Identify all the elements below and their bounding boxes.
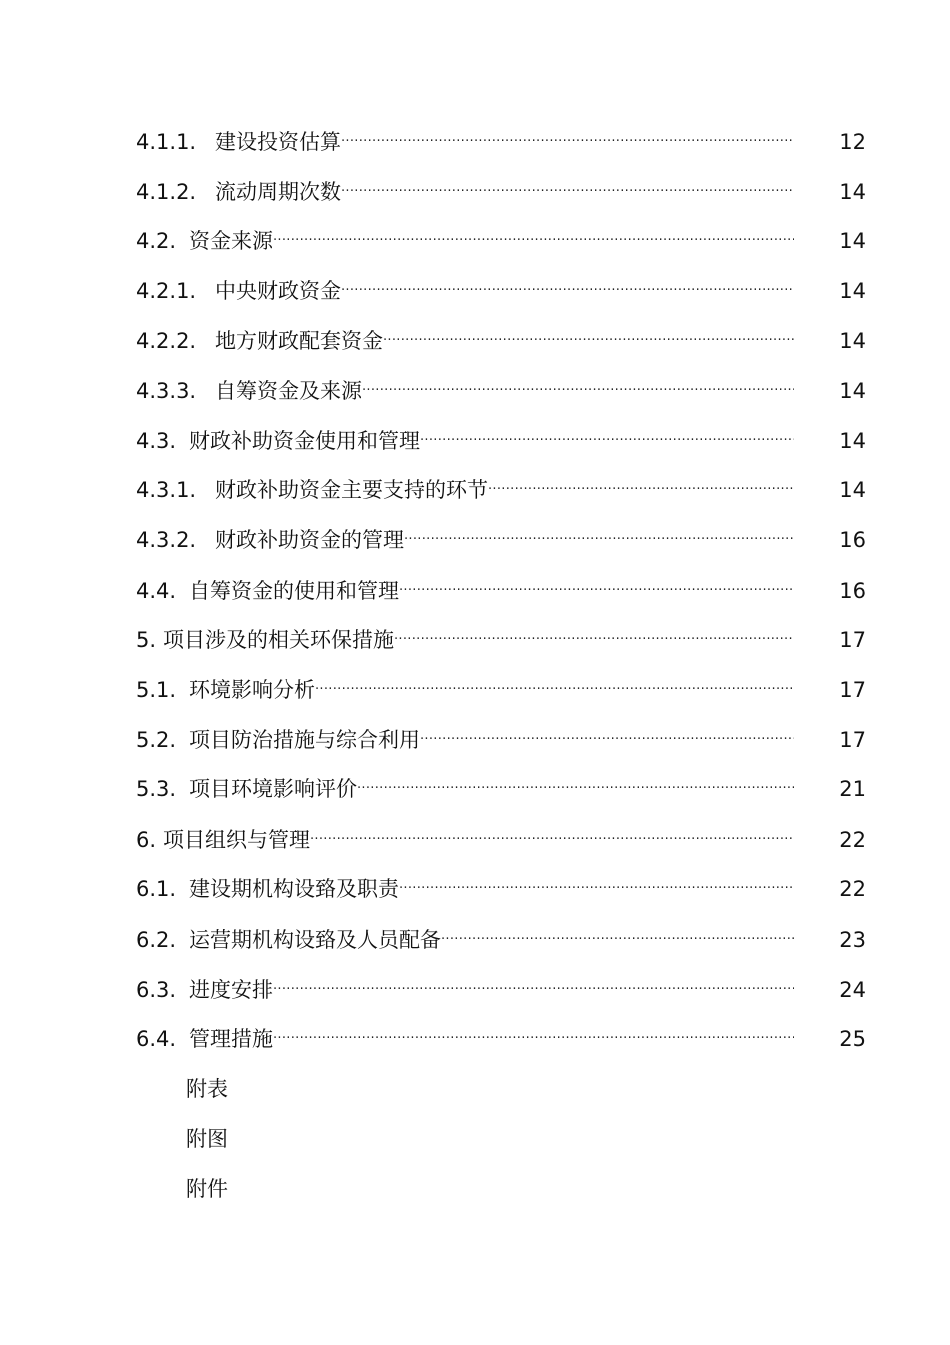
dot-leader <box>341 276 794 306</box>
toc-entry[interactable] <box>136 825 866 855</box>
toc-entry-title: 资金来源 <box>189 229 273 253</box>
toc-entry-page: 25 <box>839 1027 866 1051</box>
toc-entry[interactable] <box>136 426 866 456</box>
toc-entry[interactable] <box>136 576 866 606</box>
toc-entry-page: 12 <box>839 130 866 154</box>
toc-entry-page: 14 <box>839 478 866 502</box>
toc-entry[interactable] <box>136 326 866 356</box>
toc-entry-number: 6. <box>136 828 157 852</box>
toc-entry-title: 运营期机构设臵及人员配备 <box>189 928 441 952</box>
toc-entry-title: 建设投资估算 <box>215 130 341 154</box>
toc-entry-number: 5.1. <box>136 678 177 702</box>
toc-entry-title: 项目防治措施与综合利用 <box>189 728 420 752</box>
toc-entry[interactable] <box>136 1024 866 1054</box>
toc-entry-page: 17 <box>839 728 866 752</box>
toc-entry-page: 16 <box>839 528 866 552</box>
toc-entry[interactable] <box>136 874 866 904</box>
toc-entry-number: 5. <box>136 628 157 652</box>
dot-leader <box>273 1024 794 1054</box>
toc-entry[interactable] <box>136 925 866 955</box>
dot-leader <box>420 426 794 456</box>
appendix-tables[interactable]: 附表 <box>186 1077 228 1101</box>
toc-entry-page: 17 <box>839 678 866 702</box>
toc-entry-title: 自筹资金及来源 <box>215 379 362 403</box>
toc-entry-title: 流动周期次数 <box>215 180 341 204</box>
appendix-figures[interactable]: 附图 <box>186 1127 228 1151</box>
toc-entry[interactable] <box>136 725 866 755</box>
toc-entry[interactable] <box>136 127 866 157</box>
dot-leader <box>315 675 794 705</box>
toc-entry-page: 14 <box>839 229 866 253</box>
dot-leader <box>273 226 794 256</box>
toc-entry-title: 地方财政配套资金 <box>215 329 383 353</box>
dot-leader <box>399 576 794 606</box>
toc-entry-number: 5.3. <box>136 777 177 801</box>
toc-entry-title: 建设期机构设臵及职责 <box>189 877 399 901</box>
dot-leader <box>399 874 794 904</box>
toc-entry-title: 环境影响分析 <box>189 678 315 702</box>
toc-entry[interactable] <box>136 975 866 1005</box>
toc-entry-number: 4.1.2. <box>136 180 197 204</box>
toc-entry[interactable] <box>136 774 866 804</box>
toc-entry[interactable] <box>136 675 866 705</box>
toc-entry[interactable] <box>136 226 866 256</box>
toc-entry-title: 财政补助资金的管理 <box>215 528 404 552</box>
toc-entry-page: 14 <box>839 329 866 353</box>
toc-entry-number: 4.2. <box>136 229 177 253</box>
toc-entry-number: 4.2.2. <box>136 329 197 353</box>
toc-entry-number: 5.2. <box>136 728 177 752</box>
toc-entry-title: 项目组织与管理 <box>163 828 310 852</box>
toc-entry-page: 22 <box>839 877 866 901</box>
appendix-attachments[interactable]: 附件 <box>186 1177 228 1201</box>
toc-entry-page: 21 <box>839 777 866 801</box>
toc-entry-number: 4.3.1. <box>136 478 197 502</box>
dot-leader <box>310 825 794 855</box>
toc-entry[interactable] <box>136 525 866 555</box>
toc-entry[interactable] <box>136 475 866 505</box>
toc-entry-number: 4.3.2. <box>136 528 197 552</box>
toc-entry-page: 22 <box>839 828 866 852</box>
toc-entry-number: 6.1. <box>136 877 177 901</box>
toc-entry-title: 财政补助资金使用和管理 <box>189 429 420 453</box>
toc-entry-title: 管理措施 <box>189 1027 273 1051</box>
toc-entry[interactable] <box>136 625 866 655</box>
dot-leader <box>273 975 794 1005</box>
toc-entry-page: 14 <box>839 180 866 204</box>
dot-leader <box>394 625 794 655</box>
toc-entry[interactable] <box>136 376 866 406</box>
dot-leader <box>488 475 794 505</box>
toc-entry-number: 4.3. <box>136 429 177 453</box>
toc-entry-number: 4.2.1. <box>136 279 197 303</box>
toc-entry-page: 17 <box>839 628 866 652</box>
toc-entry-title: 项目涉及的相关环保措施 <box>163 628 394 652</box>
toc-entry-number: 4.1.1. <box>136 130 197 154</box>
toc-entry-page: 16 <box>839 579 866 603</box>
dot-leader <box>362 376 794 406</box>
toc-entry-page: 14 <box>839 429 866 453</box>
toc-entry-title: 项目环境影响评价 <box>189 777 357 801</box>
toc-entry-page: 14 <box>839 279 866 303</box>
toc-entry-page: 23 <box>839 928 866 952</box>
toc-entry-number: 6.2. <box>136 928 177 952</box>
dot-leader <box>383 326 794 356</box>
toc-entry-number: 4.3.3. <box>136 379 197 403</box>
toc-entry-title: 财政补助资金主要支持的环节 <box>215 478 488 502</box>
dot-leader <box>357 774 794 804</box>
toc-entry-title: 进度安排 <box>189 978 273 1002</box>
toc-entry[interactable] <box>136 276 866 306</box>
toc-entry-page: 24 <box>839 978 866 1002</box>
toc-entry-number: 6.4. <box>136 1027 177 1051</box>
dot-leader <box>420 725 794 755</box>
dot-leader <box>441 925 794 955</box>
toc-entry[interactable] <box>136 177 866 207</box>
toc-entry-title: 自筹资金的使用和管理 <box>189 579 399 603</box>
toc-entry-number: 6.3. <box>136 978 177 1002</box>
dot-leader <box>341 177 794 207</box>
dot-leader <box>404 525 794 555</box>
toc-entry-title: 中央财政资金 <box>215 279 341 303</box>
toc-entry-page: 14 <box>839 379 866 403</box>
dot-leader <box>341 127 794 157</box>
toc-entry-number: 4.4. <box>136 579 177 603</box>
